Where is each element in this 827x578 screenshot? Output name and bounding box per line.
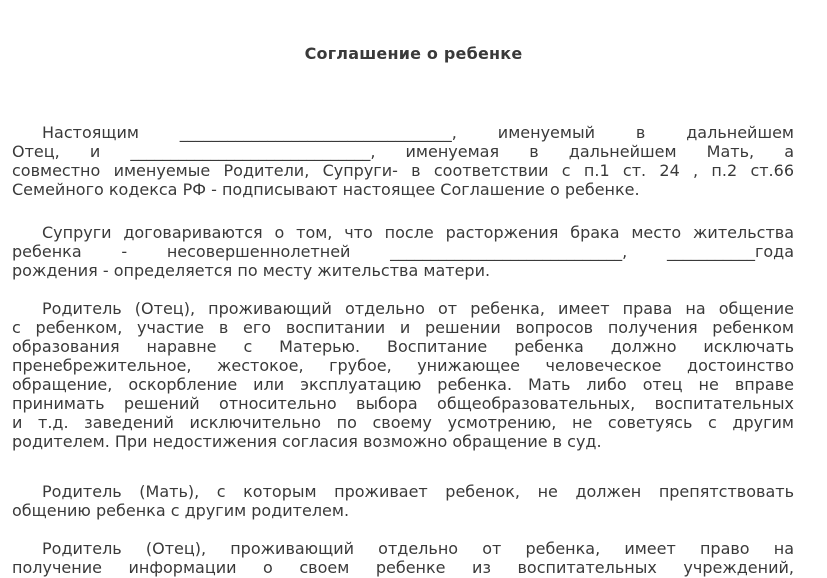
text-line: и т.д. заведений исключительно по своему усмотрению, не советуясь с другим <box>12 413 794 432</box>
text-line: Настоящим __________________________________, именуемый в дальнейшем <box>42 123 794 142</box>
paragraph-parties <box>12 123 794 199</box>
text-line: родителем. При недостижения согласия возможно обращение в суд. <box>12 432 602 451</box>
text-line: обращение, оскорбление или эксплуатацию ребенка. Мать либо отец не вправе <box>12 375 794 394</box>
text-line: Отец, и ______________________________, именуемая в дальнейшем Мать, а <box>12 142 794 161</box>
paragraph-mother-duty <box>12 482 794 520</box>
paragraph-information-right <box>12 539 794 577</box>
text-line: пренебрежительное, жестокое, грубое, унижающее человеческое достоинство <box>12 356 794 375</box>
text-line: Семейного кодекса РФ - подписывают настоящее Соглашение о ребенке. <box>12 180 640 199</box>
text-line: совместно именуемые Родители, Супруги- в соответствии с п.1 ст. 24 , п.2 ст.66 <box>12 161 794 180</box>
text-line: принимать решений относительно выбора общеобразовательных, воспитательных <box>12 394 794 413</box>
text-line: Родитель (Мать), с которым проживает ребенок, не должен препятствовать <box>42 482 794 501</box>
document-title: Соглашение о ребенке <box>304 44 523 63</box>
text-line: Родитель (Отец), проживающий отдельно от ребенка, имеет право на <box>42 539 794 558</box>
text-line: ребенка - несовершеннолетней _____________________________, ___________года <box>12 242 794 261</box>
text-line: рождения - определяется по месту жительства матери. <box>12 261 491 280</box>
text-line: получение информации о своем ребенке из воспитательных учреждений, <box>12 558 794 577</box>
paragraph-residence <box>12 223 794 280</box>
text-line: Супруги договариваются о том, что после расторжения брака место жительства <box>42 223 794 242</box>
text-line: общению ребенка с другим родителем. <box>12 501 350 520</box>
text-line: образования наравне с Матерью. Воспитание ребенка должно исключать <box>12 337 794 356</box>
text-line: Родитель (Отец), проживающий отдельно от ребенка, имеет права на общение <box>42 299 794 318</box>
paragraph-father-rights <box>12 299 794 451</box>
text-line: с ребенком, участие в его воспитании и решении вопросов получения ребенком <box>12 318 794 337</box>
